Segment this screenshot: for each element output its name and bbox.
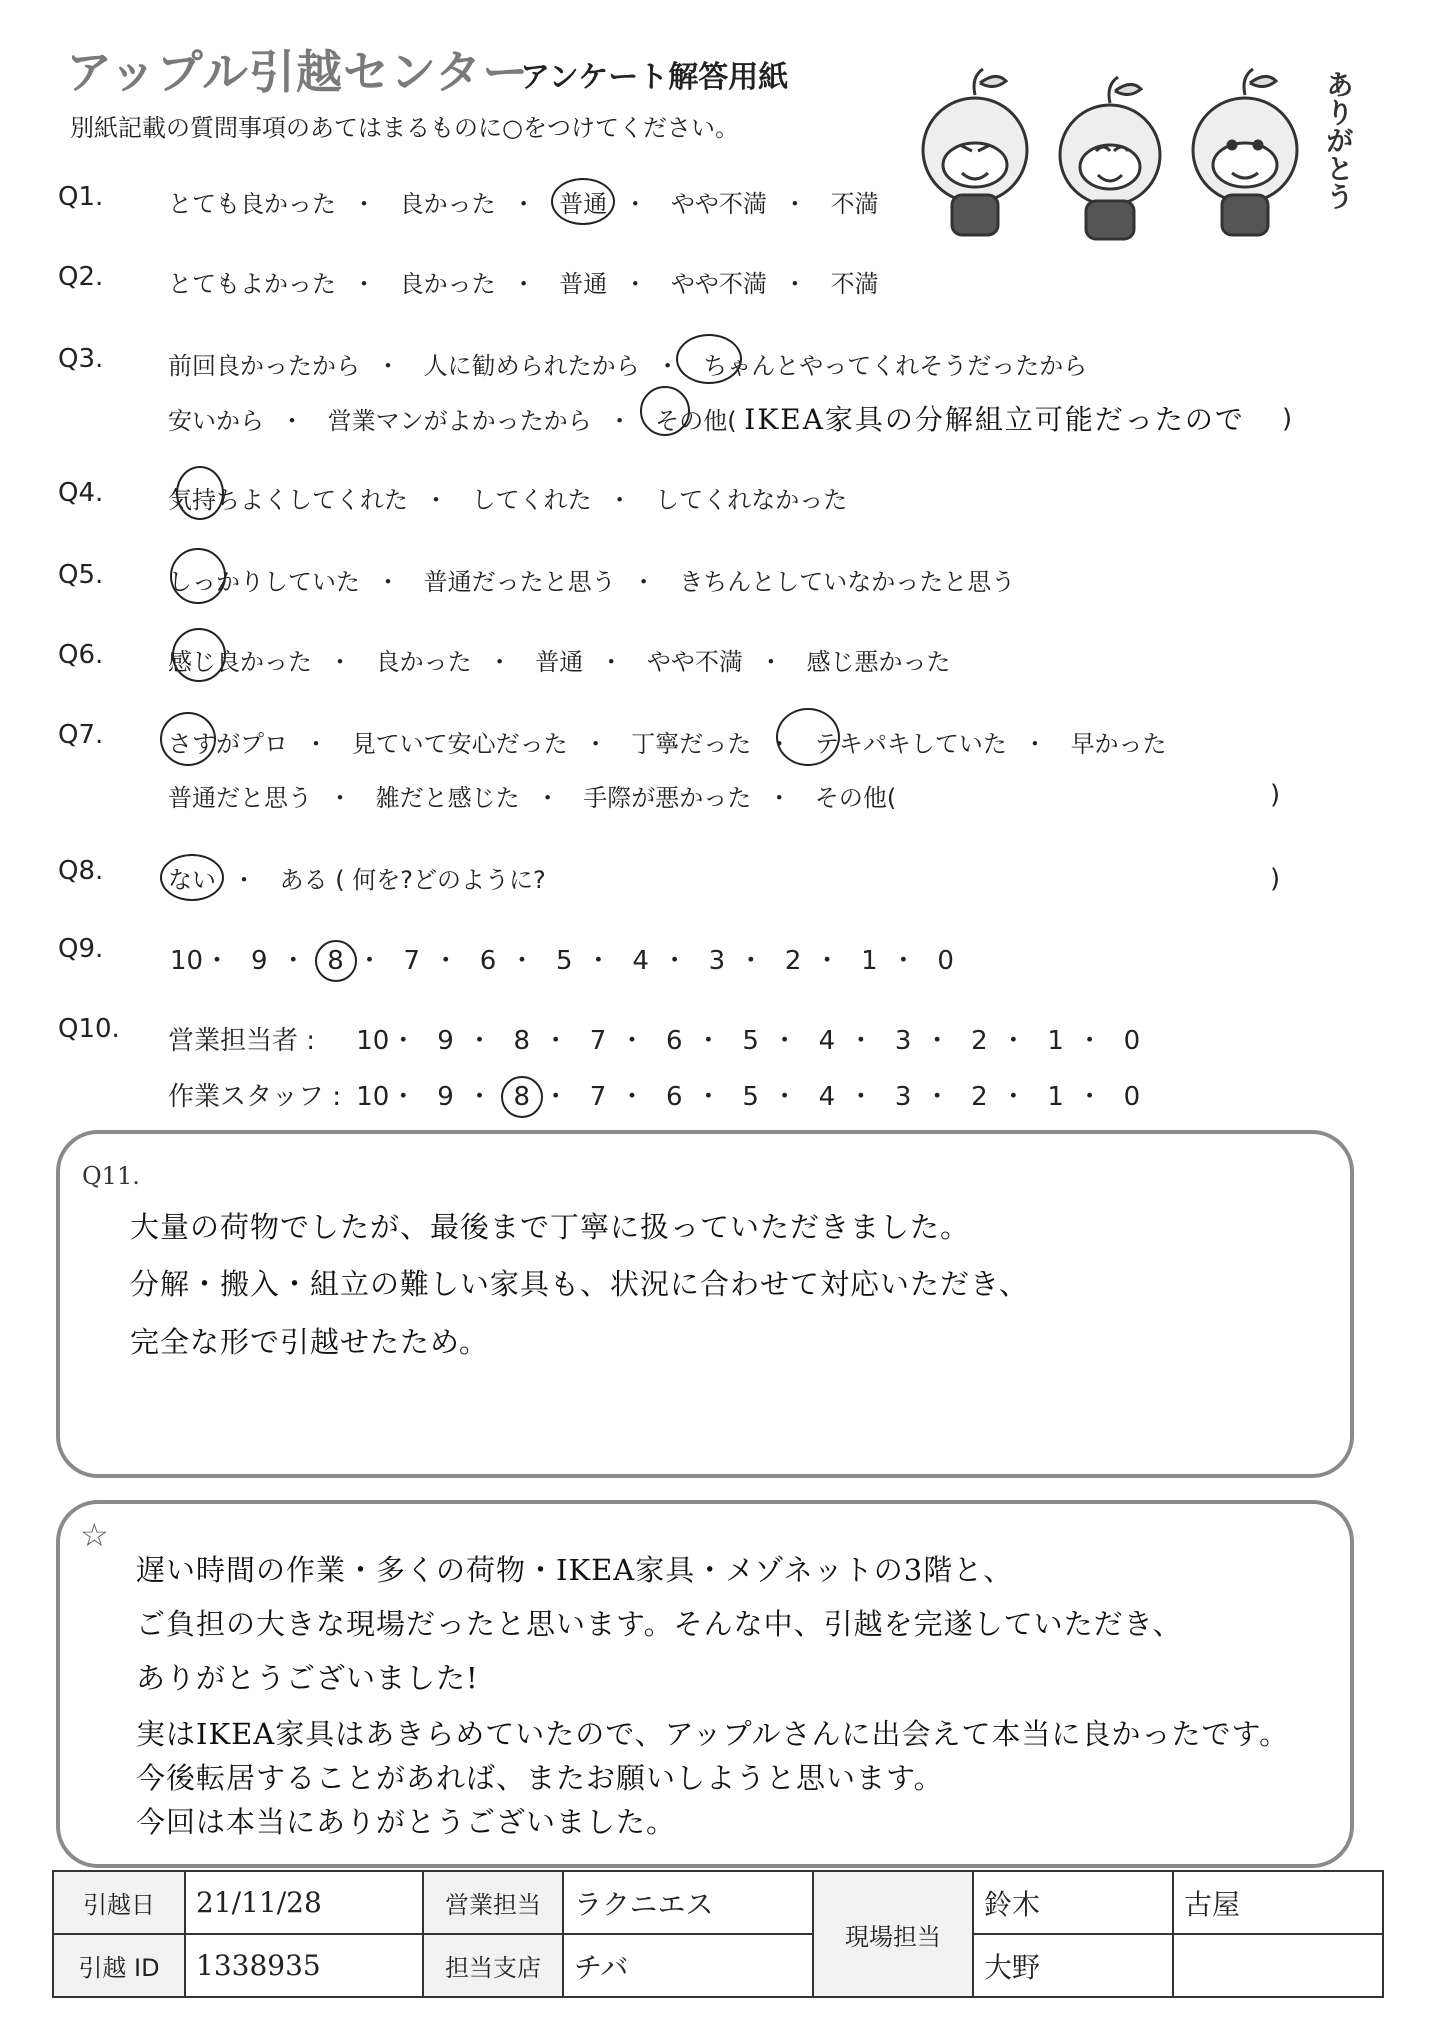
q10-score[interactable]: 5: [742, 1082, 759, 1112]
q10-score[interactable]: 2: [971, 1026, 988, 1056]
q9-score[interactable]: 3: [708, 946, 726, 976]
move-date-value: 21/11/28: [185, 1871, 423, 1934]
q6-option[interactable]: 良かった: [375, 648, 472, 676]
q3-other-text: IKEA家具の分解組立可能だったので: [744, 403, 1245, 436]
q4-option-selected[interactable]: 気持ちよくしてくれた: [168, 486, 408, 514]
free-comment-line: ありがとうございました!: [136, 1661, 479, 1695]
q11-comment-box[interactable]: [56, 1130, 1354, 1478]
q3-option[interactable]: 営業マンがよかったから: [327, 407, 592, 435]
q3-selection-circle: [676, 334, 742, 384]
q10-score[interactable]: 7: [589, 1082, 607, 1112]
q10-score[interactable]: 4: [818, 1026, 836, 1056]
site-staff-3: 大野: [973, 1934, 1173, 1997]
q6-options: 感じ良かった ・ 良かった ・ 普通 ・ やや不満 ・ 感じ悪かった: [168, 642, 951, 677]
q5-option[interactable]: きちんとしていなかったと思う: [679, 568, 1016, 596]
form-title: アンケート解答用紙: [520, 60, 789, 95]
site-staff-1: 鈴木: [973, 1871, 1173, 1934]
q8-close-paren: ): [1270, 864, 1281, 894]
q10-score[interactable]: 6: [666, 1082, 683, 1112]
q10-score-selected[interactable]: 8: [509, 1082, 535, 1112]
q3-option[interactable]: 前回良かったから: [168, 352, 360, 380]
free-comment-line: ご負担の大きな現場だったと思います。そんな中、引越を完遂していただき、: [136, 1607, 1183, 1641]
q7-option-other[interactable]: その他(: [814, 784, 897, 812]
q5-option-selected[interactable]: しっかりしていた: [168, 568, 360, 596]
q8-option-selected[interactable]: ない: [168, 860, 216, 895]
q6-option-selected[interactable]: 感じ良かった: [168, 648, 312, 676]
q9-score-selected[interactable]: 8: [323, 946, 349, 976]
q3-options-line1: 前回良かったから ・ 人に勧められたから ・ ちゃんとやってくれそうだったから: [168, 346, 1087, 381]
q10-score[interactable]: 10: [356, 1082, 390, 1112]
q2-option[interactable]: やや不満: [670, 270, 767, 298]
free-comment-line: 実はIKEA家具はあきらめていたので、アップルさんに出会えて本当に良かったです。: [136, 1717, 1290, 1751]
q2-number: Q2.: [58, 262, 104, 292]
free-comment-line: 遅い時間の作業・多くの荷物・IKEA家具・メゾネットの3階と、: [136, 1553, 1014, 1587]
q10-score[interactable]: 1: [1047, 1082, 1064, 1112]
star-icon: ☆: [80, 1516, 109, 1554]
q9-score[interactable]: 7: [403, 946, 421, 976]
q6-selection-circle: [172, 628, 226, 682]
q7-option[interactable]: 早かった: [1070, 730, 1167, 758]
q6-option[interactable]: やや不満: [646, 648, 743, 676]
sales-rep-label: 営業担当: [423, 1871, 563, 1934]
q10-score[interactable]: 0: [1123, 1026, 1141, 1056]
q3-number: Q3.: [58, 344, 104, 374]
q3-close-paren: ): [1282, 404, 1293, 434]
q9-score[interactable]: 4: [632, 946, 649, 976]
q11-comment-line: 分解・搬入・組立の難しい家具も、状況に合わせて対応いただき、: [130, 1267, 1029, 1301]
q4-number: Q4.: [58, 478, 104, 508]
q7-selection-circle-1: [160, 712, 216, 766]
q7-selection-circle-2: [776, 708, 840, 766]
q7-close-paren: ): [1270, 780, 1281, 810]
q3-option-selected[interactable]: ちゃんとやってくれそうだったから: [703, 352, 1088, 380]
free-comment-line: 今回は本当にありがとうございました。: [136, 1805, 677, 1839]
q11-label: Q11.: [82, 1162, 140, 1190]
move-id-label: 引越 ID: [53, 1934, 185, 1997]
q9-scale: 10・ 9 ・ 8 ・ 7 ・ 6 ・ 5 ・ 4 ・ 3 ・ 2 ・ 1 ・ 0: [170, 940, 959, 977]
move-id-value: 1338935: [185, 1934, 423, 1997]
instruction-text: 別紙記載の質問事項のあてはまるものに○をつけてください。: [70, 114, 739, 142]
q9-score[interactable]: 2: [784, 946, 802, 976]
q10-score[interactable]: 4: [818, 1082, 836, 1112]
q1-number: Q1.: [58, 182, 104, 212]
q10-score[interactable]: 1: [1047, 1026, 1064, 1056]
site-staff-2: 古屋: [1173, 1871, 1383, 1934]
q7-option[interactable]: 丁寧だった: [631, 730, 752, 758]
q7-option[interactable]: 手際が悪かった: [583, 784, 752, 812]
q9-number: Q9.: [58, 934, 104, 964]
sales-rep-value: ラクニエス: [563, 1871, 813, 1934]
q6-option[interactable]: 感じ悪かった: [806, 648, 951, 676]
q10-score[interactable]: 8: [513, 1026, 531, 1056]
q10-score[interactable]: 3: [894, 1026, 912, 1056]
q10-score[interactable]: 5: [742, 1026, 759, 1056]
q8-number: Q8.: [58, 856, 104, 886]
q1-options: とても良かった ・ 良かった ・ 普通 ・ やや不満 ・ 不満: [168, 184, 879, 219]
q7-option[interactable]: 普通だと思う: [168, 784, 312, 812]
q3-option[interactable]: 安いから: [168, 407, 264, 435]
q10-score[interactable]: 3: [894, 1082, 912, 1112]
q3-options-line2: 安いから ・ 営業マンがよかったから ・ その他( IKEA家具の分解組立可能だったので: [168, 403, 1245, 436]
q2-option[interactable]: 不満: [830, 270, 879, 298]
q10-staff-scale: 作業スタッフ : 10・ 9 ・ 8 ・ 7 ・ 6 ・ 5 ・ 4 ・ 3 ・ 2 ・ 1 ・ 0: [168, 1076, 1145, 1113]
q10-score[interactable]: 7: [589, 1026, 607, 1056]
q9-score[interactable]: 0: [937, 946, 954, 976]
q7-option-selected[interactable]: さすがプロ: [168, 730, 288, 758]
apple-mascots-illustration: [900, 55, 1350, 245]
q2-options: とてもよかった ・ 良かった ・ 普通 ・ やや不満 ・ 不満: [168, 264, 879, 299]
q4-option[interactable]: してくれなかった: [655, 486, 848, 514]
q8-options: ない ・ ある ( 何を?どのように?: [168, 860, 546, 895]
q7-number: Q7.: [58, 720, 104, 750]
q1-option[interactable]: 良かった: [399, 190, 496, 218]
q2-option[interactable]: 普通: [559, 270, 608, 298]
q3-other-circle: [640, 386, 690, 436]
q9-score[interactable]: 1: [861, 946, 878, 976]
q9-score[interactable]: 9: [250, 946, 268, 976]
q10-score[interactable]: 2: [971, 1082, 988, 1112]
site-staff-4: [1173, 1934, 1383, 1997]
q1-option[interactable]: やや不満: [670, 190, 767, 218]
q10-score[interactable]: 10: [356, 1026, 390, 1056]
q9-score[interactable]: 6: [479, 946, 497, 976]
q1-option-selected[interactable]: 普通: [559, 184, 607, 219]
company-name: アップル引越センター: [66, 45, 530, 99]
q10-number: Q10.: [58, 1014, 120, 1044]
branch-label: 担当支店: [423, 1934, 563, 1997]
q1-option[interactable]: とても良かった: [168, 190, 336, 218]
q11-comment-line: 完全な形で引越せたため。: [130, 1325, 489, 1359]
site-staff-label: 現場担当: [813, 1871, 973, 1997]
q1-option[interactable]: 不満: [830, 190, 879, 218]
q7-option[interactable]: 雑だと感じた: [375, 784, 520, 812]
q7-option-selected[interactable]: テキパキしていた: [814, 730, 1007, 758]
q5-options: しっかりしていた ・ 普通だったと思う ・ きちんとしていなかったと思う: [168, 562, 1015, 597]
q3-option-other[interactable]: その他(: [655, 407, 737, 435]
q10-sales-label: 営業担当者 :: [168, 1026, 316, 1056]
q4-option[interactable]: してくれた: [471, 486, 592, 514]
q11-comment-line: 大量の荷物でしたが、最後まで丁寧に扱っていただきました。: [130, 1210, 971, 1244]
q7-options-line1: さすがプロ ・ 見ていて安心だった ・ 丁寧だった ・ テキパキしていた ・ 早かった: [168, 724, 1167, 759]
free-comment-line: 今後転居することがあれば、またお願いしようと思います。: [136, 1761, 944, 1795]
q10-sales-scale: 営業担当者 : 10・ 9 ・ 8 ・ 7 ・ 6 ・ 5 ・ 4 ・ 3 ・ 2 ・ 1 ・ 0: [168, 1020, 1145, 1057]
move-info-table: [52, 1870, 1384, 1998]
q10-score[interactable]: 9: [437, 1082, 454, 1112]
move-date-label: 引越日: [53, 1871, 185, 1934]
q4-selection-circle: [176, 466, 224, 520]
q2-option[interactable]: 良かった: [399, 270, 496, 298]
q2-option[interactable]: とてもよかった: [168, 270, 336, 298]
q4-options: 気持ちよくしてくれた ・ してくれた ・ してくれなかった: [168, 480, 847, 515]
q6-option[interactable]: 普通: [535, 648, 584, 676]
q10-score[interactable]: 9: [437, 1026, 454, 1056]
q8-option[interactable]: ある ( 何を?どのように?: [279, 866, 546, 894]
q9-score[interactable]: 10: [170, 946, 204, 976]
q5-number: Q5.: [58, 560, 104, 590]
branch-value: チバ: [563, 1934, 813, 1997]
thanks-caption: ありがとう: [1322, 70, 1355, 210]
q6-number: Q6.: [58, 640, 104, 670]
q10-score[interactable]: 0: [1123, 1082, 1141, 1112]
q7-option[interactable]: 見ていて安心だった: [351, 730, 568, 758]
q5-option[interactable]: 普通だったと思う: [423, 568, 616, 596]
q3-option[interactable]: 人に勧められたから: [423, 352, 640, 380]
q5-selection-circle: [170, 548, 226, 604]
q9-score[interactable]: 5: [556, 946, 573, 976]
q10-staff-label: 作業スタッフ :: [168, 1082, 342, 1112]
q10-score[interactable]: 6: [666, 1026, 683, 1056]
q7-options-line2: 普通だと思う ・ 雑だと感じた ・ 手際が悪かった ・ その他(: [168, 778, 896, 813]
